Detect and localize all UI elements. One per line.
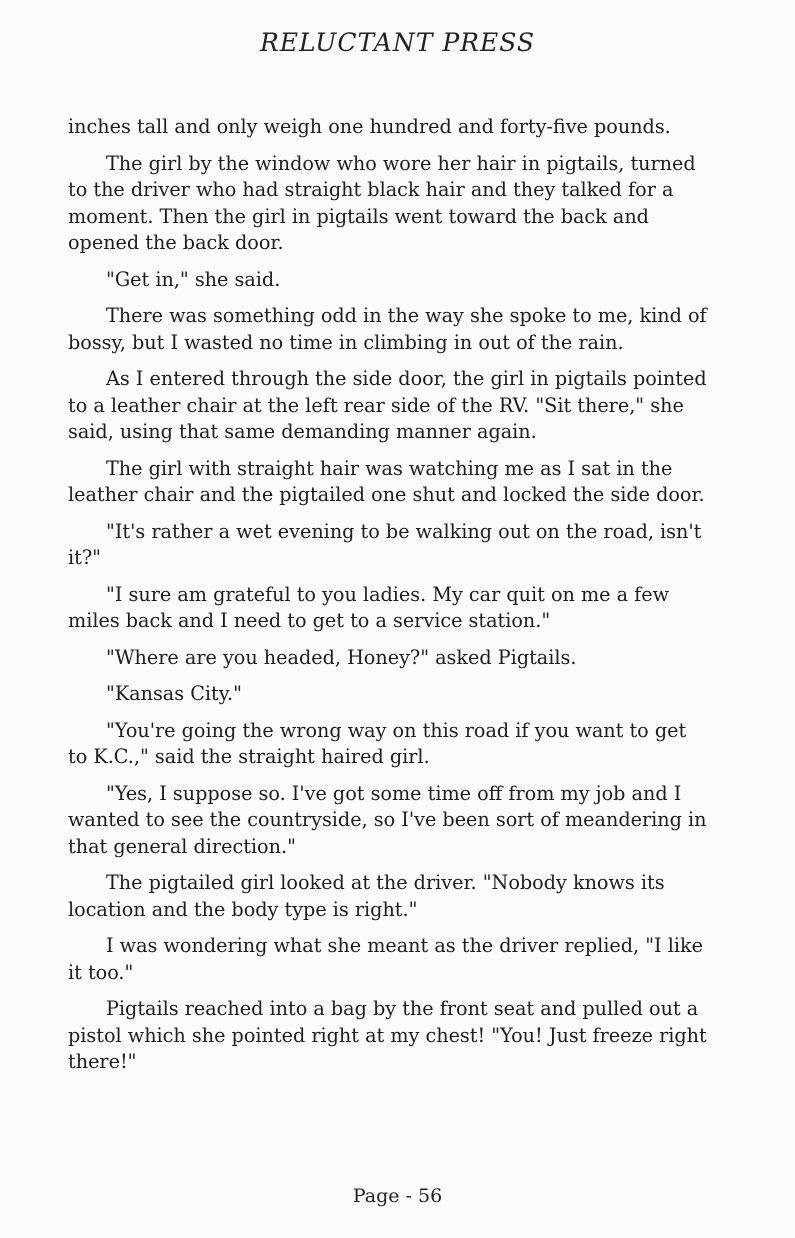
paragraph: "Get in," she said. [106,267,281,291]
paragraph: The pigtailed girl looked at the driver. "Nobody knows its location and the body type is right." [68,871,665,921]
running-header: RELUCTANT PRESS [259,28,536,57]
paragraph: Pigtails reached into a bag by the front seat and pulled out a pistol which she pointed right at my chest! "You! Just freeze right there!" [68,997,707,1073]
paragraph: "I sure am grateful to you ladies. My car quit on me a few miles back and I need to get to a service station." [68,582,670,632]
paragraph: There was something odd in the way she spoke to me, kind of bossy, but I wasted no time in climbing in out of the rain. [68,304,707,354]
paragraph: "Where are you headed, Honey?" asked Pigtails. [106,645,577,669]
paragraph: inches tall and only weigh one hundred and forty-five pounds. [68,115,671,138]
paragraph: "You're going the wrong way on this road if you want to get to K.C.," said the straight haired girl. [68,718,687,768]
paragraph: I was wondering what she meant as the driver replied, "I like it too." [68,934,703,984]
paragraph: "Kansas City." [106,682,242,705]
page-number: Page - 56 [352,1185,443,1207]
paragraph: "Yes, I suppose so. I've got some time off from my job and I wanted to see the countryside, so I've been sort of meandering in that general direction." [68,781,707,858]
paragraph: The girl by the window who wore her hair in pigtails, turned to the driver who had straight black hair and they talked for a moment. Then the girl in pigtails went toward the back and opened the back door. [68,151,696,254]
paragraph: "It's rather a wet evening to be walking out on the road, isn't it?" [68,519,702,569]
body-text [68,114,708,1086]
paragraph: The girl with straight hair was watching me as I sat in the leather chair and the pigtailed one shut and locked the side door. [68,456,705,506]
paragraph: As I entered through the side door, the girl in pigtails pointed to a leather chair at the left rear side of the RV. "Sit there," she said, using that same demanding manner again. [68,367,707,443]
